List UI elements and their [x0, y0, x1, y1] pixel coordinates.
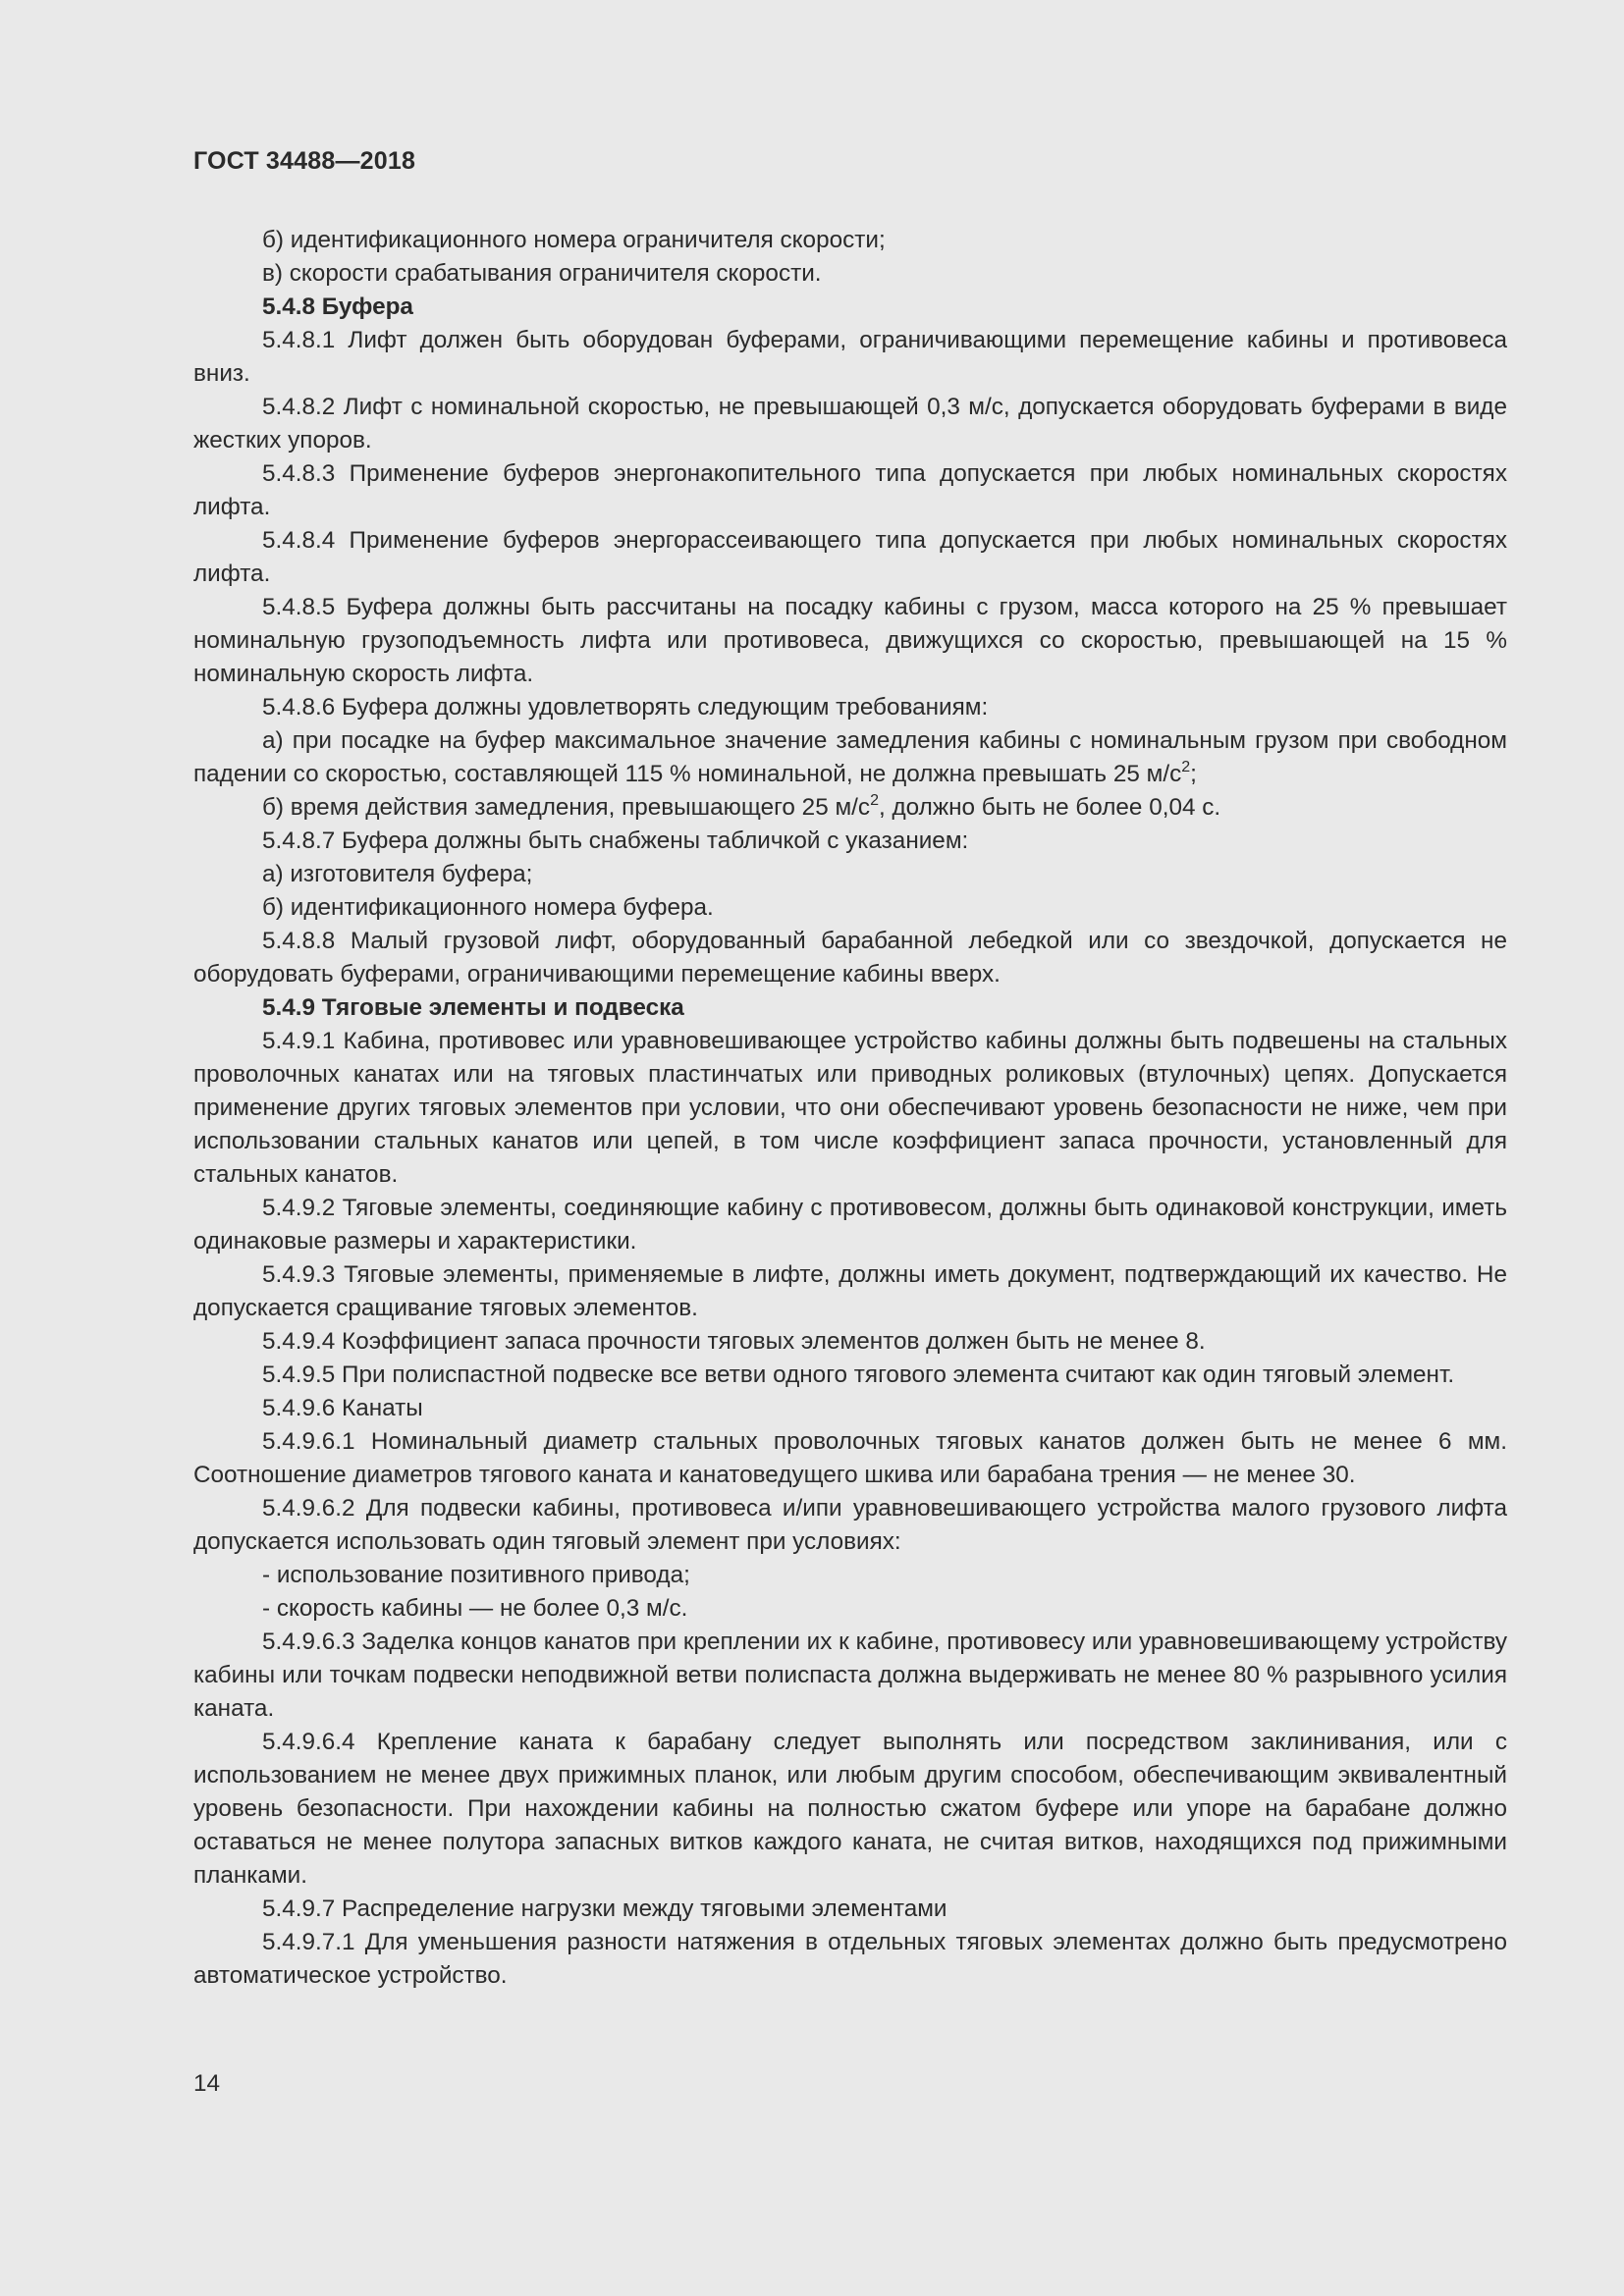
paragraph: [193, 457, 1507, 524]
paragraph-text: 5.4.9.6.1 Номинальный диаметр стальных проволочных тяговых канатов должен быть не менее 6 мм. Соотношение диаметров тягового каната и канатоведущего шкива или барабана трения — не менее 30.: [193, 1428, 1507, 1488]
paragraph-text-tail: ;: [1190, 761, 1197, 787]
paragraph-text: б) идентификационного номера ограничителя скорости;: [262, 227, 886, 253]
paragraph: [193, 724, 1507, 791]
paragraph-text: 5.4.9.2 Тяговые элементы, соединяющие кабину с противовесом, должны быть одинаковой конструкции, иметь одинаковые размеры и характеристики.: [193, 1195, 1507, 1255]
paragraph: [193, 1926, 1507, 1993]
document-body: [193, 224, 1507, 1993]
section-heading: [193, 991, 1507, 1025]
paragraph: [193, 1192, 1507, 1258]
paragraph-text: - скорость кабины — не более 0,3 м/с.: [262, 1595, 688, 1622]
paragraph-text: 5.4.9.5 При полиспастной подвеске все ветви одного тягового элемента считают как один тяговый элемент.: [262, 1362, 1455, 1388]
paragraph: [193, 791, 1507, 825]
paragraph: [193, 524, 1507, 591]
paragraph: [193, 391, 1507, 457]
paragraph: [193, 1559, 1507, 1592]
paragraph-text: 5.4.8 Буфера: [262, 294, 413, 320]
paragraph: [193, 1359, 1507, 1392]
paragraph: [193, 1392, 1507, 1425]
paragraph: [193, 1025, 1507, 1192]
paragraph-text: 5.4.9.4 Коэффициент запаса прочности тяговых элементов должен быть не менее 8.: [262, 1328, 1206, 1355]
paragraph: [193, 925, 1507, 991]
paragraph-text: а) изготовителя буфера;: [262, 861, 533, 887]
superscript: 2: [870, 791, 879, 810]
paragraph: [193, 891, 1507, 925]
paragraph-text: 5.4.9.7 Распределение нагрузки между тяговыми элементами: [262, 1896, 947, 1922]
paragraph: [193, 1626, 1507, 1726]
paragraph: [193, 825, 1507, 858]
paragraph-text: 5.4.8.6 Буфера должны удовлетворять следующим требованиям:: [262, 694, 989, 721]
paragraph-text: 5.4.9 Тяговые элементы и подвеска: [262, 994, 684, 1021]
paragraph-text: 5.4.8.8 Малый грузовой лифт, оборудованный барабанной лебедкой или со звездочкой, допускается не оборудовать буферами, ограничивающими перемещение кабины вверх.: [193, 928, 1507, 988]
paragraph: [193, 1492, 1507, 1559]
paragraph: [193, 591, 1507, 691]
superscript: 2: [1181, 758, 1191, 776]
paragraph: [193, 324, 1507, 391]
paragraph: [193, 1592, 1507, 1626]
paragraph-text: - использование позитивного привода;: [262, 1562, 690, 1588]
paragraph-text: 5.4.8.5 Буфера должны быть рассчитаны на посадку кабины с грузом, масса которого на 25 % превышает номинальную грузоподъемность лифта или противовеса, движущихся со скоростью, превышающей на 15 % номинальную скорость лифта.: [193, 594, 1507, 687]
paragraph-text: 5.4.9.3 Тяговые элементы, применяемые в лифте, должны иметь документ, подтверждающий их качество. Не допускается сращивание тяговых элементов.: [193, 1261, 1507, 1321]
paragraph: [193, 257, 1507, 291]
paragraph: [193, 1726, 1507, 1893]
paragraph: [193, 1425, 1507, 1492]
paragraph-text: 5.4.9.6.4 Крепление каната к барабану следует выполнять или посредством заклинивания, или с использованием не менее двух прижимных планок, или любым другим способом, обеспечивающим эквивалентный уровень безопасности. При нахождении кабины на полностью сжатом буфере или упоре на барабане должно оставаться не менее полутора запасных витков каждого каната, не считая витков, находящихся под прижимными планками.: [193, 1729, 1507, 1889]
paragraph: [193, 1893, 1507, 1926]
paragraph-text: 5.4.8.7 Буфера должны быть снабжены табличкой с указанием:: [262, 828, 969, 854]
paragraph-text: б) время действия замедления, превышающего 25 м/с: [262, 794, 871, 821]
section-heading: [193, 291, 1507, 324]
paragraph-text: 5.4.9.6.2 Для подвески кабины, противовеса и/ипи уравновешивающего устройства малого грузового лифта допускается использовать один тяговый элемент при условиях:: [193, 1495, 1507, 1555]
paragraph-text: 5.4.8.4 Применение буферов энергорассеивающего типа допускается при любых номинальных скоростях лифта.: [193, 527, 1507, 587]
paragraph: [193, 224, 1507, 257]
paragraph-text: 5.4.9.6.3 Заделка концов канатов при креплении их к кабине, противовесу или уравновешивающему устройству кабины или точкам подвески неподвижной ветви полиспаста должна выдерживать не менее 80 % разрывного усилия каната.: [193, 1629, 1507, 1722]
paragraph: [193, 1258, 1507, 1325]
paragraph-text: 5.4.9.6 Канаты: [262, 1395, 423, 1421]
paragraph: [193, 1325, 1507, 1359]
paragraph-text: 5.4.8.3 Применение буферов энергонакопительного типа допускается при любых номинальных скоростях лифта.: [193, 460, 1507, 520]
paragraph: [193, 858, 1507, 891]
paragraph-text: 5.4.9.1 Кабина, противовес или уравновешивающее устройство кабины должны быть подвешены на стальных проволочных канатах или на тяговых пластинчатых или приводных роликовых (втулочных) цепях. Допускается применение других тяговых элементов при условии, что они обеспечивают уровень безопасности не ниже, чем при использовании стальных канатов или цепей, в том числе коэффициент запаса прочности, установленный для стальных канатов.: [193, 1028, 1507, 1188]
page-number: 14: [193, 2070, 221, 2097]
paragraph-text: а) при посадке на буфер максимальное значение замедления кабины с номинальным грузом при свободном падении со скоростью, составляющей 115 % номинальной, не должна превышать 25 м/с: [193, 727, 1507, 787]
paragraph-text: 5.4.8.1 Лифт должен быть оборудован буферами, ограничивающими перемещение кабины и противовеса вниз.: [193, 327, 1507, 387]
paragraph-text-tail: , должно быть не более 0,04 с.: [878, 794, 1221, 821]
document-header: ГОСТ 34488—2018: [193, 147, 416, 175]
paragraph-text: б) идентификационного номера буфера.: [262, 894, 714, 921]
paragraph-text: 5.4.9.7.1 Для уменьшения разности натяжения в отдельных тяговых элементах должно быть предусмотрено автоматическое устройство.: [193, 1929, 1507, 1989]
paragraph-text: в) скорости срабатывания ограничителя скорости.: [262, 260, 822, 287]
paragraph: [193, 691, 1507, 724]
paragraph-text: 5.4.8.2 Лифт с номинальной скоростью, не превышающей 0,3 м/с, допускается оборудовать буферами в виде жестких упоров.: [193, 394, 1507, 454]
